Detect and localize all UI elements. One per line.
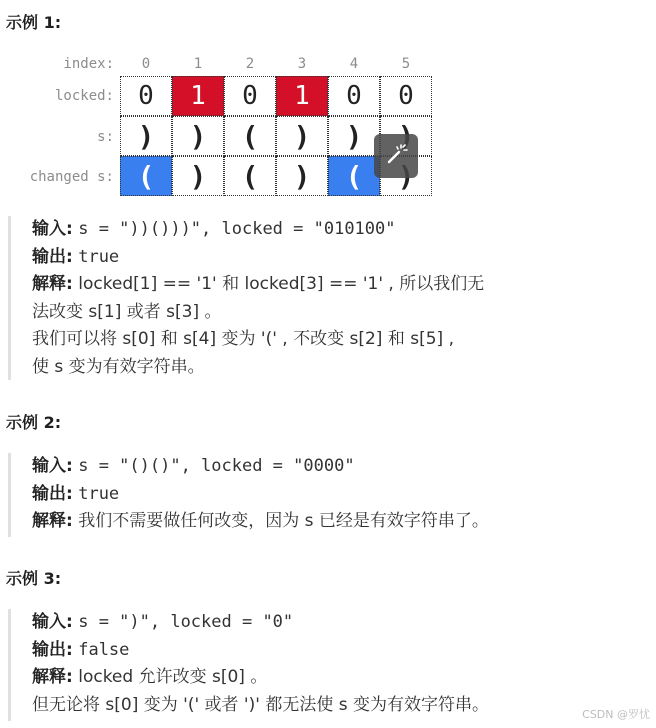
s-cell: ) xyxy=(328,116,380,156)
locked-cell: 0 xyxy=(224,76,276,116)
output-label: 输出: xyxy=(32,639,73,660)
index-cell: 4 xyxy=(349,56,359,72)
changed-cell-highlighted: ( xyxy=(328,156,380,196)
changed-cell: ( xyxy=(224,156,276,196)
explanation-line: locked[1] == '1' 和 locked[3] == '1' , 所以我们无 xyxy=(78,274,485,294)
explanation-line: 我们可以将 s[0] 和 s[4] 变为 '(' , 不改变 s[2] 和 s[5] , xyxy=(32,329,454,349)
output-label: 输出: xyxy=(32,246,73,267)
explanation-line: 但无论将 s[0] 变为 '(' 或者 ')' 都无法使 s 变为有效字符串。 xyxy=(32,694,489,715)
watermark: CSDN @罗忧 xyxy=(582,708,650,721)
index-cell: 5 xyxy=(401,56,411,72)
example-2-heading: 示例 2: xyxy=(6,413,62,432)
explanation-line: 法改变 s[1] 或者 s[3] 。 xyxy=(32,301,222,322)
index-cell: 3 xyxy=(297,56,307,72)
explanation-label: 解释: xyxy=(32,274,73,294)
locked-row-label: locked: xyxy=(54,88,114,104)
index-row-label: index: xyxy=(63,56,114,72)
explanation-line: 使 s 变为有效字符串。 xyxy=(32,356,205,377)
example-1-heading: 示例 1: xyxy=(6,13,62,32)
example-1-block xyxy=(8,216,484,380)
explanation-label: 解释: xyxy=(32,667,73,687)
input-value: s = "))()))", locked = "010100" xyxy=(78,219,396,239)
example-3-block xyxy=(8,609,489,721)
locked-cell: 0 xyxy=(120,76,172,116)
index-cell: 2 xyxy=(245,56,255,72)
input-value: s = "()()", locked = "0000" xyxy=(78,456,355,476)
index-cell: 0 xyxy=(141,56,151,72)
s-cell: ) xyxy=(120,116,172,156)
locked-cell-highlighted: 1 xyxy=(276,76,328,116)
input-value: s = ")", locked = "0" xyxy=(78,612,294,632)
changed-cell-highlighted: ( xyxy=(120,156,172,196)
example-2-block xyxy=(8,453,489,537)
input-label: 输入: xyxy=(32,456,73,476)
input-label: 输入: xyxy=(32,219,73,239)
magic-wand-icon xyxy=(384,142,408,170)
changed-row-label: changed s: xyxy=(29,169,114,185)
explanation-line: locked 允许改变 s[0] 。 xyxy=(78,667,268,687)
locked-cell: 0 xyxy=(328,76,380,116)
output-value: false xyxy=(78,639,130,660)
changed-cell: ) xyxy=(276,156,328,196)
output-value: true xyxy=(78,483,120,504)
s-cell: ( xyxy=(224,116,276,156)
locked-cell-highlighted: 1 xyxy=(172,76,224,116)
locked-cell: 0 xyxy=(380,76,432,116)
output-value: true xyxy=(78,246,120,267)
magic-wand-button[interactable] xyxy=(374,134,418,178)
s-cell: ) xyxy=(172,116,224,156)
s-row-label: s: xyxy=(97,129,114,145)
index-cell: 1 xyxy=(193,56,203,72)
changed-cell: ) xyxy=(172,156,224,196)
explanation-line: 我们不需要做任何改变，因为 s 已经是有效字符串了。 xyxy=(78,511,489,531)
explanation-label: 解释: xyxy=(32,511,73,531)
input-label: 输入: xyxy=(32,612,73,632)
s-cell: ) xyxy=(276,116,328,156)
output-label: 输出: xyxy=(32,483,73,504)
example-3-heading: 示例 3: xyxy=(6,569,62,588)
